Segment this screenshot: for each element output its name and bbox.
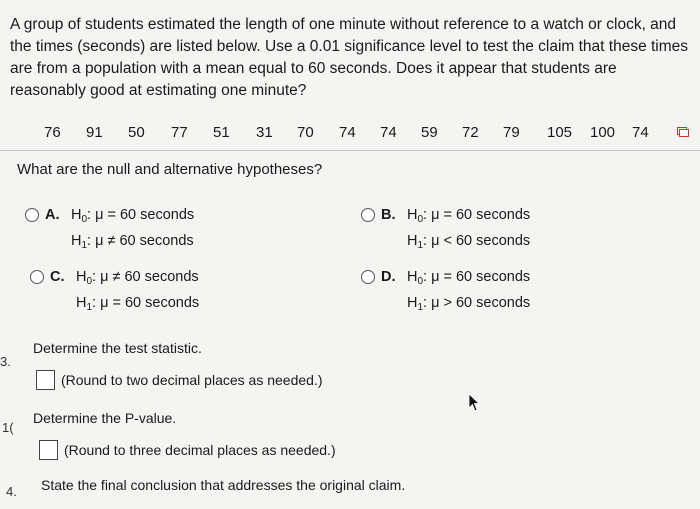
data-value: 74 [339,124,356,141]
null-hypothesis: $H_0$: μ = 60 seconds [71,207,195,225]
null-hypothesis: $H_0$: μ = 60 seconds [407,269,531,287]
p-value-hint: (Round to three decimal places as needed.) [64,442,336,458]
alternative-hypothesis: $H_1$: μ < 60 seconds [407,233,531,251]
alternative-hypothesis: $H_1$: μ = 60 seconds [76,295,200,313]
problem-statement: A group of students estimated the length of one minute without reference to a watch or clock, and the times (seconds) are listed below. Use a 0.01 significance level to test the claim that these times are from a population with a mean equal to 60 seconds. Does it appear that students are reasonably good at estimating one minute? [10,16,689,99]
data-value: 51 [213,124,230,141]
copy-data-icon[interactable] [677,127,689,137]
alternative-hypothesis: $H_1$: μ ≠ 60 seconds [71,233,194,251]
radio-c[interactable] [30,270,44,284]
question-number: 3. [0,354,11,369]
data-value: 31 [256,124,273,141]
test-statistic-hint: (Round to two decimal places as needed.) [61,372,323,388]
radio-b[interactable] [361,208,375,222]
p-value-input[interactable] [39,440,58,460]
hypotheses-question: What are the null and alternative hypotheses? [17,161,323,178]
data-values-row [0,121,700,145]
question-number: 4. [6,484,17,499]
data-value: 59 [421,124,438,141]
conclusion-label: State the final conclusion that addresses the original claim. [41,477,406,493]
option-letter: B. [381,207,396,223]
data-value: 79 [503,124,520,141]
data-value: 76 [44,124,61,141]
radio-a[interactable] [25,208,39,222]
test-statistic-label: Determine the test statistic. [33,340,202,356]
data-value: 72 [462,124,479,141]
question-number: 1( [2,420,14,435]
p-value-label: Determine the P-value. [33,410,177,426]
data-value: 70 [297,124,314,141]
option-letter: C. [50,269,65,285]
data-value: 74 [632,124,649,141]
mouse-cursor-icon [468,393,480,413]
data-value: 100 [590,124,616,141]
data-value: 50 [128,124,145,141]
option-letter: D. [381,269,396,285]
data-value: 74 [380,124,397,141]
option-letter: A. [45,207,60,223]
null-hypothesis: $H_0$: μ ≠ 60 seconds [76,269,199,287]
test-statistic-input[interactable] [36,370,55,390]
data-value: 77 [171,124,188,141]
data-value: 91 [86,124,103,141]
divider [0,150,700,151]
radio-d[interactable] [361,270,375,284]
data-value: 105 [547,124,573,141]
null-hypothesis: $H_0$: μ = 60 seconds [407,207,531,225]
alternative-hypothesis: $H_1$: μ > 60 seconds [407,295,531,313]
